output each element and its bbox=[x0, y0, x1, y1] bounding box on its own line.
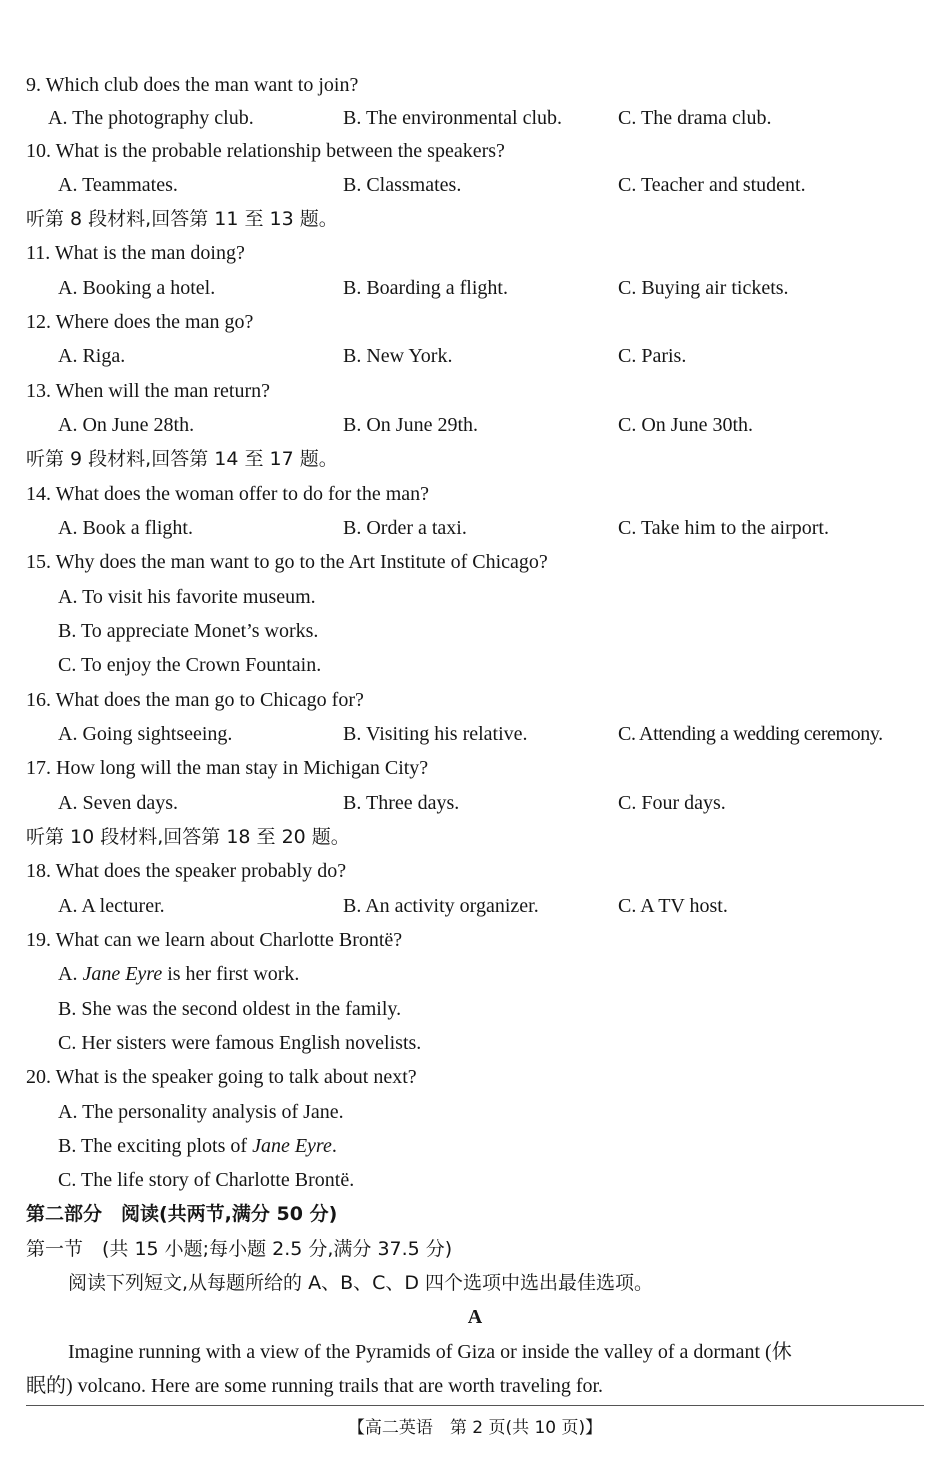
passage-label-row bbox=[0, 1302, 950, 1332]
option-a: A. On June 28th. bbox=[58, 414, 195, 436]
question-11-options bbox=[0, 273, 950, 303]
question-11 bbox=[0, 238, 950, 268]
option-c: C. Attending a wedding ceremony. bbox=[618, 723, 883, 745]
option-suffix: . bbox=[331, 1135, 337, 1157]
passage-line-2 bbox=[0, 1371, 950, 1401]
option-c: C. The drama club. bbox=[618, 107, 772, 129]
option-a bbox=[58, 959, 299, 989]
question-19 bbox=[0, 925, 950, 955]
option-b: B. New York. bbox=[343, 345, 453, 367]
reading-instruction-row bbox=[0, 1268, 950, 1298]
question-17 bbox=[0, 753, 950, 783]
question-stem: 17. How long will the man stay in Michigan City? bbox=[26, 757, 429, 779]
option-c: C. Take him to the airport. bbox=[618, 517, 829, 539]
question-stem: 10. What is the probable relationship between the speakers? bbox=[26, 140, 505, 162]
option-c: C. Her sisters were famous English novelists. bbox=[58, 1032, 422, 1054]
option-a: A. The photography club. bbox=[48, 107, 254, 129]
question-12 bbox=[0, 307, 950, 337]
question-stem: 13. When will the man return? bbox=[26, 380, 271, 402]
option-c: C. To enjoy the Crown Fountain. bbox=[58, 654, 322, 676]
question-16 bbox=[0, 685, 950, 715]
question-stem: 11. What is the man doing? bbox=[26, 242, 245, 264]
section-heading: 第一节 (共 15 小题;每小题 2.5 分,满分 37.5 分) bbox=[26, 1238, 453, 1260]
question-20-option-c bbox=[0, 1165, 950, 1195]
question-19-option-a bbox=[0, 959, 950, 989]
option-a: A. The personality analysis of Jane. bbox=[58, 1101, 344, 1123]
book-title: Jane Eyre bbox=[82, 963, 163, 985]
option-a: A. Seven days. bbox=[58, 792, 178, 814]
book-title: Jane Eyre bbox=[252, 1135, 332, 1157]
option-c: C. Four days. bbox=[618, 792, 726, 814]
question-15 bbox=[0, 547, 950, 577]
option-c: C. Teacher and student. bbox=[618, 174, 806, 196]
option-c: C. The life story of Charlotte Brontë. bbox=[58, 1169, 355, 1191]
question-13-options bbox=[0, 410, 950, 440]
page-footer: 【高二英语 第 2 页(共 10 页)】 bbox=[347, 1418, 603, 1438]
question-14 bbox=[0, 479, 950, 509]
question-20-option-a bbox=[0, 1097, 950, 1127]
option-b: B. To appreciate Monet’s works. bbox=[58, 620, 319, 642]
option-b: B. The environmental club. bbox=[343, 107, 563, 129]
option-b bbox=[58, 1131, 337, 1161]
option-b: B. Boarding a flight. bbox=[343, 277, 508, 299]
question-19-option-b bbox=[0, 994, 950, 1024]
passage-line-1 bbox=[0, 1337, 950, 1367]
question-stem: 19. What can we learn about Charlotte Brontë? bbox=[26, 929, 403, 951]
question-15-option-b bbox=[0, 616, 950, 646]
question-stem: 15. Why does the man want to go to the Art Institute of Chicago? bbox=[26, 551, 548, 573]
section-instruction: 听第 8 段材料,回答第 11 至 13 题。 bbox=[26, 208, 338, 230]
question-stem: 18. What does the speaker probably do? bbox=[26, 860, 347, 882]
question-20-option-b bbox=[0, 1131, 950, 1161]
passage-text: 眠的) volcano. Here are some running trails that are worth traveling for. bbox=[26, 1375, 604, 1397]
reading-instruction: 阅读下列短文,从每题所给的 A、B、C、D 四个选项中选出最佳选项。 bbox=[68, 1272, 654, 1294]
question-stem: 12. Where does the man go? bbox=[26, 311, 254, 333]
question-9-options bbox=[0, 103, 950, 133]
question-14-options bbox=[0, 513, 950, 543]
passage-text: Imagine running with a view of the Pyramids of Giza or inside the valley of a dormant (休 bbox=[68, 1341, 792, 1363]
option-prefix: A. bbox=[58, 963, 83, 985]
passage-label: A bbox=[467, 1306, 483, 1328]
question-18 bbox=[0, 856, 950, 886]
option-c: C. A TV host. bbox=[618, 895, 728, 917]
question-10-options bbox=[0, 170, 950, 200]
option-a: A. To visit his favorite museum. bbox=[58, 586, 316, 608]
question-17-options bbox=[0, 788, 950, 818]
option-c: C. Buying air tickets. bbox=[618, 277, 789, 299]
question-12-options bbox=[0, 341, 950, 371]
question-stem: 16. What does the man go to Chicago for? bbox=[26, 689, 364, 711]
option-a: A. Riga. bbox=[58, 345, 126, 367]
section-1-heading-row bbox=[0, 1234, 950, 1264]
option-a: A. Book a flight. bbox=[58, 517, 193, 539]
option-b: B. Visiting his relative. bbox=[343, 723, 528, 745]
part-2-heading-row bbox=[0, 1199, 950, 1229]
question-stem: 14. What does the woman offer to do for the man? bbox=[26, 483, 430, 505]
footer-divider bbox=[26, 1405, 924, 1406]
section-10-instruction bbox=[0, 822, 950, 852]
question-stem: 9. Which club does the man want to join? bbox=[26, 74, 359, 96]
question-19-option-c bbox=[0, 1028, 950, 1058]
option-a: A. Booking a hotel. bbox=[58, 277, 216, 299]
section-instruction: 听第 9 段材料,回答第 14 至 17 题。 bbox=[26, 448, 338, 470]
option-a: A. A lecturer. bbox=[58, 895, 165, 917]
option-prefix: B. The exciting plots of bbox=[58, 1135, 253, 1157]
section-8-instruction bbox=[0, 204, 950, 234]
question-13 bbox=[0, 376, 950, 406]
option-b: B. Three days. bbox=[343, 792, 460, 814]
option-c: C. On June 30th. bbox=[618, 414, 753, 436]
option-b: B. She was the second oldest in the family. bbox=[58, 998, 402, 1020]
option-a: A. Teammates. bbox=[58, 174, 178, 196]
question-stem: 20. What is the speaker going to talk about next? bbox=[26, 1066, 417, 1088]
part-heading: 第二部分 阅读(共两节,满分 50 分) bbox=[26, 1203, 338, 1225]
option-b: B. Classmates. bbox=[343, 174, 462, 196]
question-9 bbox=[0, 70, 950, 100]
question-15-option-a bbox=[0, 582, 950, 612]
question-15-option-c bbox=[0, 650, 950, 680]
question-20 bbox=[0, 1062, 950, 1092]
option-b: B. On June 29th. bbox=[343, 414, 478, 436]
option-c: C. Paris. bbox=[618, 345, 687, 367]
option-b: B. An activity organizer. bbox=[343, 895, 539, 917]
question-10 bbox=[0, 136, 950, 166]
question-18-options bbox=[0, 891, 950, 921]
question-16-options bbox=[0, 719, 950, 749]
option-b: B. Order a taxi. bbox=[343, 517, 467, 539]
option-a: A. Going sightseeing. bbox=[58, 723, 233, 745]
option-text: is her first work. bbox=[162, 963, 300, 985]
section-instruction: 听第 10 段材料,回答第 18 至 20 题。 bbox=[26, 826, 350, 848]
section-9-instruction bbox=[0, 444, 950, 474]
